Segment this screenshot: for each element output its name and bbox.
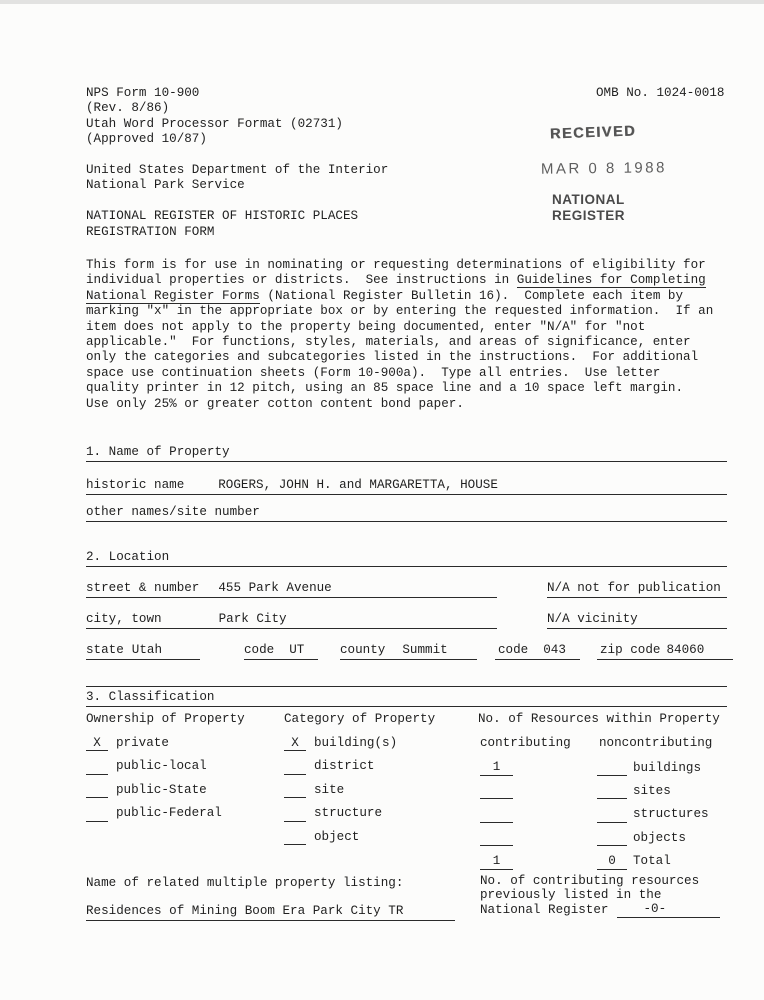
city-label: city, town — [86, 612, 162, 626]
contributing-column — [480, 760, 513, 877]
form-title-line1: NATIONAL REGISTER OF HISTORIC PLACES — [86, 209, 359, 224]
ownership-header: Ownership of Property — [86, 712, 245, 726]
checkbox-blank — [86, 807, 108, 822]
instructions-paragraph — [86, 258, 734, 412]
prev-listed-count-blank: -0- — [617, 903, 720, 918]
noncontributing-count-row: sites — [597, 783, 709, 806]
state-code-field — [244, 643, 318, 660]
previously-listed-line: No. of contributing resources — [480, 874, 700, 888]
underlined-citation: Guidelines for Completing — [516, 273, 706, 288]
section3-heading: 3. Classification — [86, 690, 727, 707]
state-code-value: UT — [289, 643, 305, 657]
form-title-line2: REGISTRATION FORM — [86, 224, 215, 239]
instructions-line: Use only 25% or greater cotton content bond paper. — [86, 396, 464, 411]
checkbox-blank: X — [284, 736, 306, 751]
city-value: Park City — [218, 612, 287, 626]
county-field — [340, 643, 477, 660]
noncontributing-column — [597, 760, 709, 877]
historic-name-row — [86, 478, 727, 495]
instructions-line: This form is for use in nominating or requesting determinations of eligibility for — [86, 258, 706, 272]
resources-header: No. of Resources within Property — [478, 712, 720, 726]
omb-number: OMB No. 1024-0018 — [596, 86, 725, 100]
instructions-line: quality printer in 12 pitch, using an 85 space line and a 10 space left margin. — [86, 381, 684, 396]
street-label: street & number — [86, 581, 200, 595]
count-blank — [597, 807, 627, 823]
noncontributing-count-row: buildings — [597, 760, 709, 783]
category-option: X building(s) — [284, 736, 397, 759]
historic-name-value: ROGERS, JOHN H. and MARGARETTA, HOUSE — [218, 478, 498, 492]
category-option: site — [284, 783, 397, 806]
count-blank — [597, 830, 627, 846]
state-code-label: code — [244, 643, 275, 657]
state-value: Utah — [131, 643, 163, 657]
street-value: 455 Park Avenue — [218, 581, 332, 595]
checkbox-blank — [284, 783, 306, 798]
street-row — [86, 581, 727, 598]
historic-name-label: historic name — [86, 478, 185, 492]
county-code-field — [495, 643, 580, 660]
state-field — [86, 643, 200, 660]
count-blank — [480, 807, 513, 823]
category-option: district — [284, 759, 397, 782]
stamp-national-line: NATIONAL — [552, 192, 625, 207]
section1-heading: 1. Name of Property — [86, 445, 727, 462]
checkbox-blank — [284, 830, 306, 845]
category-options — [284, 736, 397, 853]
noncontributing-count-row: objects — [597, 830, 709, 853]
previously-listed-line: previously listed in the — [480, 887, 662, 902]
state-row — [86, 643, 727, 660]
zip-field — [597, 643, 733, 660]
contributing-count-row — [480, 830, 513, 853]
scan-edge — [0, 0, 764, 4]
underlined-citation: National Register Forms — [86, 288, 260, 303]
section-divider-line — [86, 686, 727, 687]
received-stamp: RECEIVED — [549, 123, 637, 143]
street-field — [86, 581, 497, 598]
vicinity-field: N/A vicinity — [547, 612, 727, 629]
zip-value: 84060 — [666, 643, 705, 657]
count-blank — [480, 783, 513, 799]
county-code-value: 043 — [543, 643, 566, 657]
instructions-line: item does not apply to the property being documented, enter "N/A" for "not — [86, 319, 646, 334]
checkbox-blank: X — [86, 736, 108, 751]
previously-listed-line: National Register -0- — [480, 903, 720, 918]
ownership-option: public-State — [86, 783, 222, 806]
instructions-line: space use continuation sheets (Form 10-900a). Type all entries. Use letter — [86, 365, 661, 380]
contributing-header: contributing — [480, 736, 571, 750]
noncontributing-header: noncontributing — [599, 736, 713, 750]
not-for-publication-field: N/A not for publication — [547, 581, 727, 598]
contributing-count-row — [480, 783, 513, 806]
contributing-count-row — [480, 760, 513, 783]
stamp-register-line: REGISTER — [552, 207, 626, 223]
city-field — [86, 612, 497, 629]
other-names-row — [86, 505, 727, 522]
city-row — [86, 612, 727, 629]
zip-label: zip code — [600, 643, 661, 657]
county-code-label: code — [498, 643, 529, 657]
checkbox-blank — [86, 760, 108, 775]
instructions-line: applicable." For functions, styles, materials, and areas of significance, enter — [86, 335, 691, 350]
national-register-stamp — [552, 192, 625, 223]
instructions-line: National Register Forms (National Register Bulletin 16). Complete each item by — [86, 288, 684, 303]
checkbox-blank — [284, 760, 306, 775]
ownership-option: X private — [86, 736, 222, 759]
count-blank — [597, 760, 627, 776]
instructions-line: marking "x" in the appropriate box or by entering the requested information. If an — [86, 304, 714, 319]
noncontributing-count-row: structures — [597, 807, 709, 830]
related-listing-label: Name of related multiple property listing: — [86, 876, 404, 890]
instructions-line: only the categories and subcategories listed in the instructions. For additional — [86, 350, 699, 365]
instructions-line: individual properties or districts. See instructions in Guidelines for Completing — [86, 273, 706, 288]
count-blank: 1 — [480, 854, 513, 870]
count-blank: 1 — [480, 760, 513, 776]
state-label: state — [86, 643, 124, 657]
count-blank — [480, 830, 513, 846]
ownership-option: public-local — [86, 759, 222, 782]
category-header: Category of Property — [284, 712, 436, 726]
dept-line1: United States Department of the Interior — [86, 163, 389, 178]
checkbox-blank — [86, 783, 108, 798]
ownership-options — [86, 736, 222, 830]
other-names-label: other names/site number — [86, 505, 260, 519]
form-revision: (Rev. 8/86) — [86, 101, 170, 116]
date-stamp: MAR 0 8 1988 — [540, 159, 667, 178]
previously-listed-block — [480, 875, 720, 918]
dept-line2: National Park Service — [86, 178, 245, 193]
county-label: county — [340, 643, 386, 657]
checkbox-blank — [284, 807, 306, 822]
form-format: Utah Word Processor Format (02731) — [86, 116, 343, 131]
county-value: Summit — [402, 643, 448, 657]
contributing-count-row — [480, 807, 513, 830]
form-header — [86, 86, 388, 240]
section2-heading: 2. Location — [86, 550, 727, 567]
ownership-option: public-Federal — [86, 806, 222, 829]
count-blank: 0 — [597, 854, 627, 870]
count-blank — [597, 783, 627, 799]
noncontributing-count-row: 0 Total — [597, 854, 709, 877]
form-approved: (Approved 10/87) — [86, 132, 207, 147]
category-option: structure — [284, 806, 397, 829]
related-listing-value: Residences of Mining Boom Era Park City TR — [86, 904, 455, 921]
category-option: object — [284, 830, 397, 853]
form-number: NPS Form 10-900 — [86, 86, 200, 100]
